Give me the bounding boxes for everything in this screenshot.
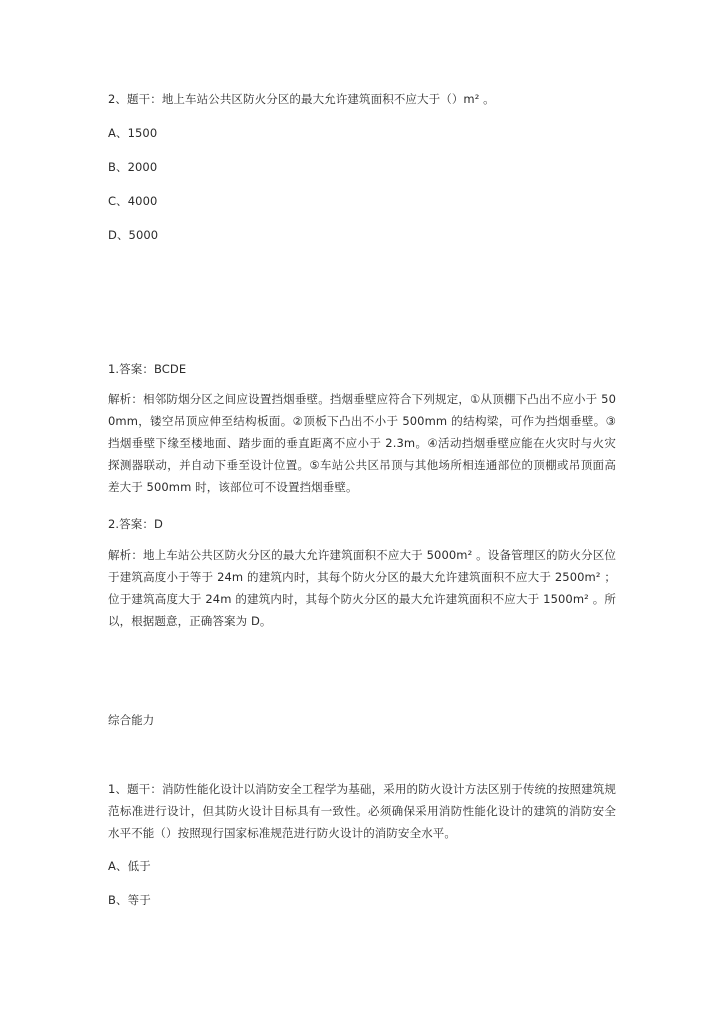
- question-2-stem: 2、题干：地上车站公共区防火分区的最大允许建筑面积不应大于（）m² 。: [108, 92, 495, 106]
- answer-1-heading: 1.答案：BCDE: [108, 362, 187, 376]
- question-2-option-d: D、5000: [108, 228, 159, 242]
- section-title: 综合能力: [108, 713, 155, 727]
- question-2-option-a: A、1500: [108, 126, 158, 140]
- answer-2-explanation: 解析：地上车站公共区防火分区的最大允许建筑面积不应大于 5000m² 。设备管理区的防火分区位于建筑高度小于等于 24m 的建筑内时，其每个防火分区的最大允许建筑面积不应大于 2500m² ；位于建筑高度大于 24m 的建筑内时，其每个防火分区的最大允许建筑面积不应大于 1500m² 。所以，根据题意，正确答案为 D。: [108, 548, 616, 628]
- answer-2-heading: 2.答案：D: [108, 517, 163, 531]
- question-2-option-b: B、2000: [108, 160, 158, 174]
- answer-1-explanation: 解析：相邻防烟分区之间应设置挡烟垂壁。挡烟垂壁应符合下列规定，①从顶棚下凸出不应小于 500mm，镂空吊顶应伸至结构板面。②顶板下凸出不小于 500mm 的结构梁，可作为挡烟垂壁。③挡烟垂壁下缘至楼地面、踏步面的垂直距离不应小于 2.3m。④活动挡烟垂壁应能在火灾时与火灾探测器联动，并自动下垂至设计位置。⑤车站公共区吊顶与其他场所相连通部位的顶棚或吊顶面高差大于 500mm 时，该部位可不设置挡烟垂壁。: [108, 392, 616, 494]
- question-1-option-b: B、等于: [108, 893, 151, 907]
- question-2-option-c: C、4000: [108, 194, 158, 208]
- question-1-stem: 1、题干：消防性能化设计以消防安全工程学为基础，采用的防火设计方法区别于传统的按照建筑规范标准进行设计，但其防火设计目标具有一致性。必须确保采用消防性能化设计的建筑的消防安全水平不能（）按照现行国家标准规范进行防火设计的消防安全水平。: [108, 782, 616, 840]
- question-1-option-a: A、低于: [108, 859, 151, 873]
